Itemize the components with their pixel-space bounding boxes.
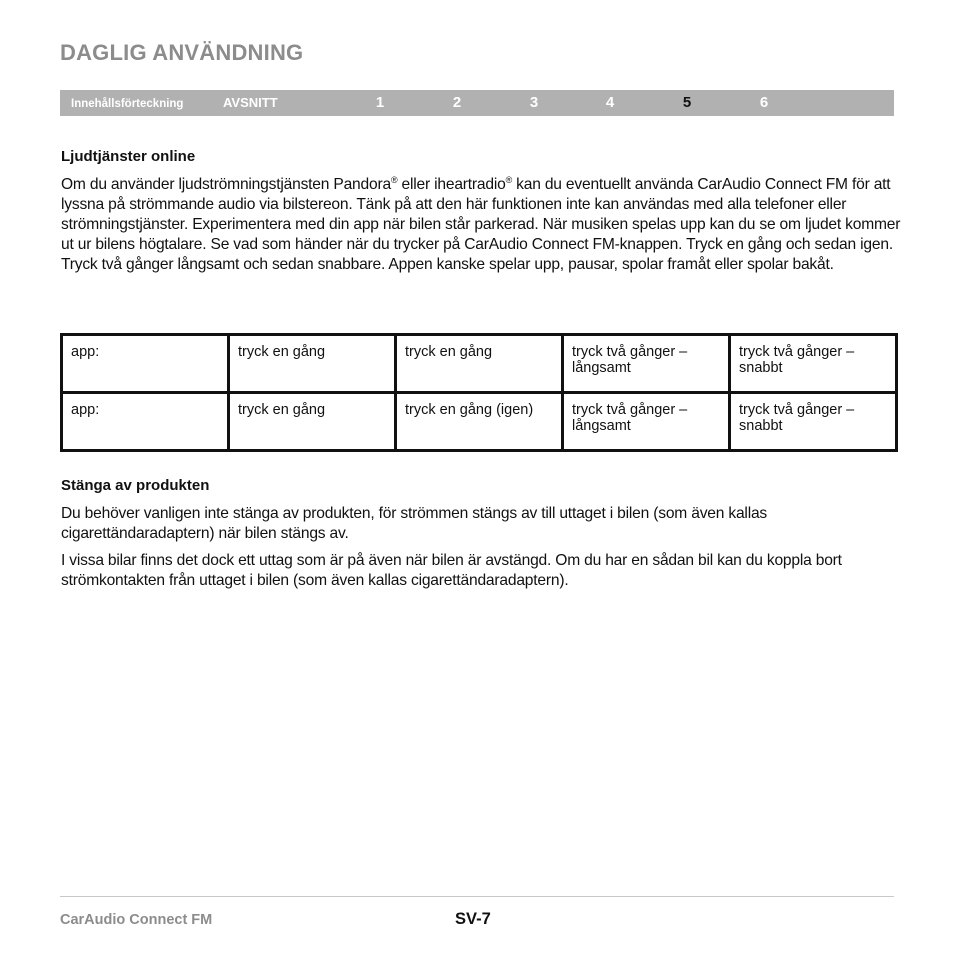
section-link-5-active[interactable]: 5 <box>682 94 692 111</box>
table-cell: tryck en gång <box>396 335 563 393</box>
button-behaviour-table <box>60 333 898 452</box>
online-heading: Ljudtjänster online <box>61 148 196 165</box>
online-paragraph <box>61 175 901 275</box>
table-cell: app: <box>62 393 229 451</box>
section-link-6[interactable]: 6 <box>759 94 769 111</box>
table-cell: app: <box>62 335 229 393</box>
footer-product-name: CarAudio Connect FM <box>60 912 213 928</box>
shutdown-paragraph-2: I vissa bilar finns det dock ett uttag som är på även när bilen är avstängd. Om du har en sådan bil kan du koppla bort strömkontakten från uttaget i bilen (som även kallas cigarettändaradaptern). <box>61 552 842 589</box>
online-text-part-2: eller iheartradio <box>397 176 506 193</box>
table-of-contents-link[interactable]: Innehållsförteckning <box>71 98 184 110</box>
section-link-2[interactable]: 2 <box>452 94 462 111</box>
table-cell: tryck två gånger – snabbt <box>730 335 897 393</box>
shutdown-paragraph-1: Du behöver vanligen inte stänga av produkten, för strömmen stängs av till uttaget i bilen (som även kallas cigarettändaradaptern) när bilen stängs av. <box>61 505 768 542</box>
registered-mark: ® <box>505 174 513 185</box>
footer-divider <box>60 896 894 897</box>
online-text-part-1: Om du använder ljudströmningstjänsten Pandora <box>61 176 391 193</box>
table-row <box>62 335 897 393</box>
section-navigation <box>60 90 894 116</box>
table-row <box>62 393 897 451</box>
table-cell: tryck två gånger – långsamt <box>563 393 730 451</box>
section-link-1[interactable]: 1 <box>375 94 385 111</box>
online-text-part-3: kan du eventuellt använda CarAudio Connect FM för att lyssna på strömmande audio via bilstereon. Tänk på att den här funktionen inte kan användas med alla telefoner eller strömningstjänster. Experimentera med din app när bilen står parkerad. När musiken spelas upp kan du se om ljudet kommer ut ur bilens högtalare. Se vad som händer när du trycker på CarAudio Connect FM-knappen. Tryck en gång och sedan igen. Tryck två gånger långsamt och sedan snabbare. Appen kanske spelar upp, pausar, spolar framåt eller spolar bakåt. <box>61 176 901 273</box>
section-link-4[interactable]: 4 <box>605 94 615 111</box>
registered-mark: ® <box>390 174 398 185</box>
table-cell: tryck två gånger – snabbt <box>730 393 897 451</box>
table-cell: tryck en gång (igen) <box>396 393 563 451</box>
avsnitt-label: AVSNITT <box>223 95 278 110</box>
table-cell: tryck två gånger – långsamt <box>563 335 730 393</box>
page-number: SV-7 <box>455 910 491 928</box>
section-title: DAGLIG ANVÄNDNING <box>60 40 304 65</box>
table-cell: tryck en gång <box>229 393 396 451</box>
shutdown-heading: Stänga av produkten <box>61 477 210 494</box>
section-link-3[interactable]: 3 <box>529 94 539 111</box>
table-cell: tryck en gång <box>229 335 396 393</box>
